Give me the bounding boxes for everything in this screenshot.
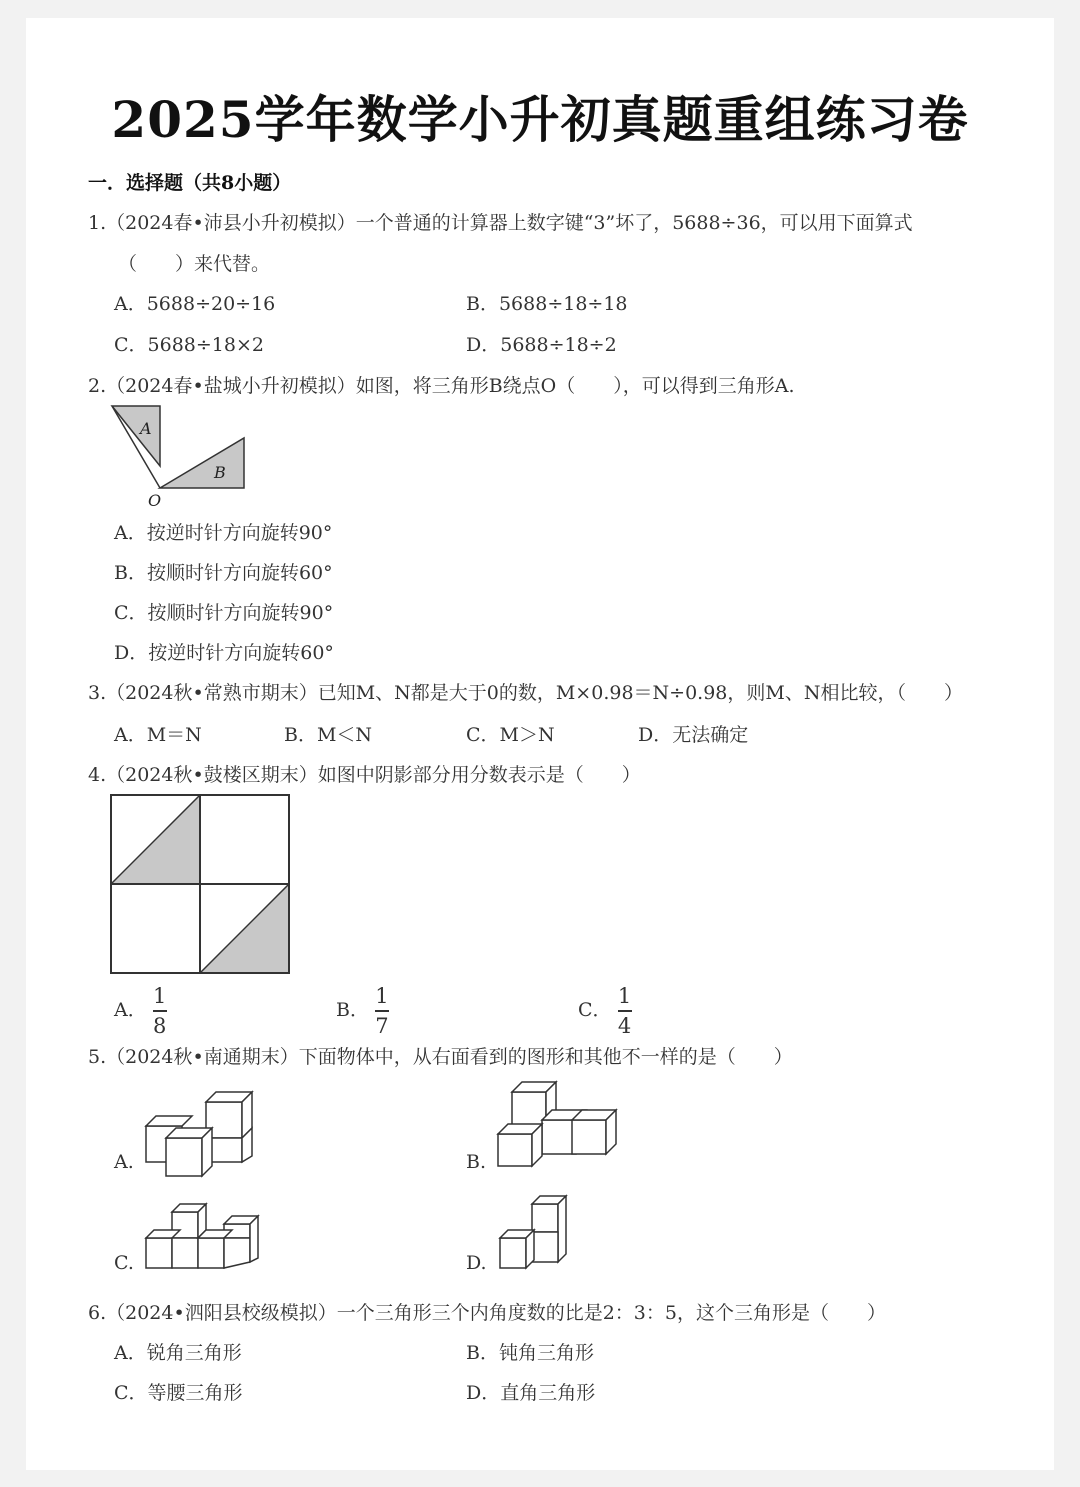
triangle-a — [112, 406, 160, 466]
q4-stem: 4.（2024秋•鼓楼区期末）如图中阴影部分用分数表示是（ ） — [88, 764, 641, 786]
exam-page — [26, 18, 1054, 1470]
q1-option-d: D．5688÷18÷2 — [466, 334, 617, 356]
q2-option-a: A．按逆时针方向旋转90° — [114, 522, 333, 544]
q2-stem: 2.（2024春•盐城小升初模拟）如图，将三角形B绕点O（ ），可以得到三角形A. — [88, 375, 795, 397]
label-a: A — [140, 419, 152, 438]
fraction — [153, 984, 167, 1038]
q4-square-figure — [110, 794, 292, 976]
q3-stem: 3.（2024秋•常熟市期末）已知M、N都是大于0的数，M×0.98＝N÷0.98，则M、N相比较，（ ） — [88, 682, 963, 704]
numerator: 1 — [375, 984, 389, 1008]
q3-option-b: B．M＜N — [284, 724, 373, 746]
q4-option-a — [114, 984, 167, 1038]
q2-rotation-figure — [110, 404, 250, 510]
q6-option-d: D．直角三角形 — [466, 1382, 596, 1404]
q5-option-d-label: D. — [466, 1252, 487, 1274]
q5-option-b-label: B. — [466, 1151, 487, 1173]
q2-option-d: D．按逆时针方向旋转60° — [114, 642, 334, 664]
q1-stem-line1: 1.（2024春•沛县小升初模拟）一个普通的计算器上数字键“3”坏了，5688÷36，可以用下面算式 — [88, 212, 913, 234]
q6-option-a: A．锐角三角形 — [114, 1342, 242, 1364]
q2-option-c: C．按顺时针方向旋转90° — [114, 602, 334, 624]
q5-stem: 5.（2024秋•南通期末）下面物体中，从右面看到的图形和其他不一样的是（ ） — [88, 1046, 793, 1068]
section-heading: 一．选择题（共8小题） — [88, 172, 292, 194]
fraction — [618, 984, 632, 1038]
option-letter: A． — [114, 999, 147, 1021]
label-b: B — [214, 463, 226, 482]
numerator: 1 — [617, 984, 632, 1008]
q3-option-d: D．无法确定 — [638, 724, 749, 746]
q5-figure-c — [144, 1202, 254, 1272]
option-letter: B． — [336, 999, 369, 1021]
q1-option-a: A．5688÷20÷16 — [114, 293, 276, 315]
denominator: 4 — [617, 1014, 632, 1038]
q6-option-b: B．钝角三角形 — [466, 1342, 594, 1364]
option-letter: C． — [578, 999, 612, 1021]
q5-figure-a — [144, 1080, 254, 1170]
q2-option-b: B．按顺时针方向旋转60° — [114, 562, 333, 584]
q6-stem: 6.（2024•泗阳县校级模拟）一个三角形三个内角度数的比是2：3：5，这个三角形是（ ） — [88, 1302, 886, 1324]
q4-option-b — [336, 984, 389, 1038]
q5-figure-b — [498, 1078, 618, 1168]
q3-option-a: A．M＝N — [114, 724, 202, 746]
triangle-b — [160, 438, 244, 488]
label-o: O — [148, 491, 162, 510]
q3-option-c: C．M＞N — [466, 724, 555, 746]
q1-stem-line2: （ ）来代替。 — [118, 253, 271, 275]
q5-option-c-label: C. — [114, 1252, 134, 1274]
q6-option-c: C．等腰三角形 — [114, 1382, 243, 1404]
q5-option-a-label: A. — [114, 1151, 134, 1173]
q5-figure-d — [498, 1192, 578, 1272]
fraction — [375, 984, 389, 1038]
page-title: 2025学年数学小升初真题重组练习卷 — [111, 90, 969, 149]
q1-option-b: B．5688÷18÷18 — [466, 293, 628, 315]
numerator: 1 — [153, 984, 167, 1008]
q1-option-c: C．5688÷18×2 — [114, 334, 264, 356]
denominator: 7 — [375, 1014, 389, 1038]
q4-option-c — [578, 984, 632, 1038]
denominator: 8 — [153, 1014, 167, 1038]
